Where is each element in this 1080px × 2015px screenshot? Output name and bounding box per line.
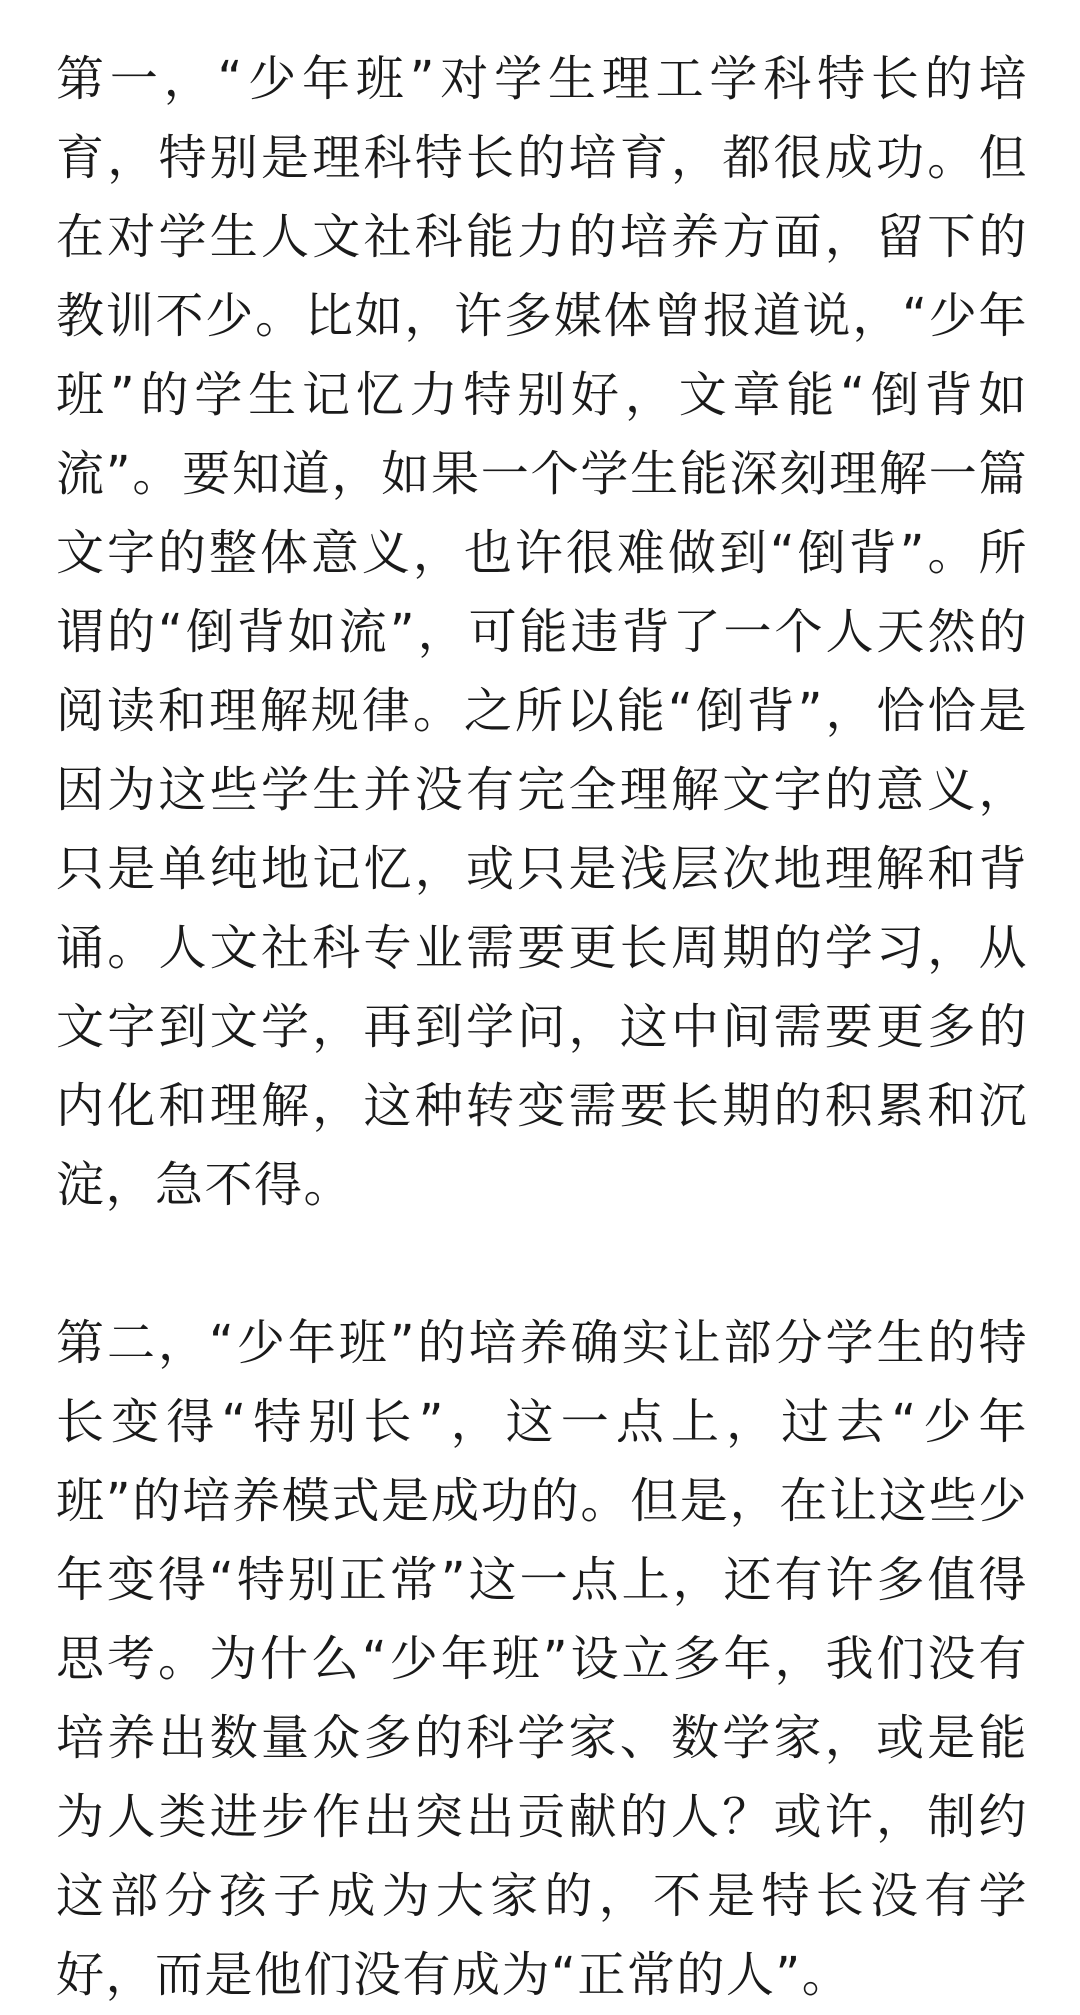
paragraph-2: 第二，“少年班”的培养确实让部分学生的特长变得“特别长”，这一点上，过去“少年班”的培养模式是成功的。但是，在让这些少年变得“特别正常”这一点上，还有许多值得思考。为什么“少年班”设立多年，我们没有培养出数量众多的科学家、数学家，或是能为人类进步作出突出贡献的人？或许，制约这部分孩子成为大家的，不是特长没有学好，而是他们没有成为“正常的人”。	[56, 1315, 1028, 2003]
article-body	[56, 40, 1028, 2015]
paragraph-spacer	[56, 1225, 1028, 1304]
paragraph-1: 第一，“少年班”对学生理工学科特长的培育，特别是理科特长的培育，都很成功。但在对学生人文社科能力的培养方面，留下的教训不少。比如，许多媒体曾报道说，“少年班”的学生记忆力特别好，文章能“倒背如流”。要知道，如果一个学生能深刻理解一篇文字的整体意义，也许很难做到“倒背”。所谓的“倒背如流”，可能违背了一个人天然的阅读和理解规律。之所以能“倒背”，恰恰是因为这些学生并没有完全理解文字的意义，只是单纯地记忆，或只是浅层次地理解和背诵。人文社科专业需要更长周期的学习，从文字到文学，再到学问，这中间需要更多的内化和理解，这种转变需要长期的积累和沉淀，急不得。	[56, 51, 1028, 1213]
